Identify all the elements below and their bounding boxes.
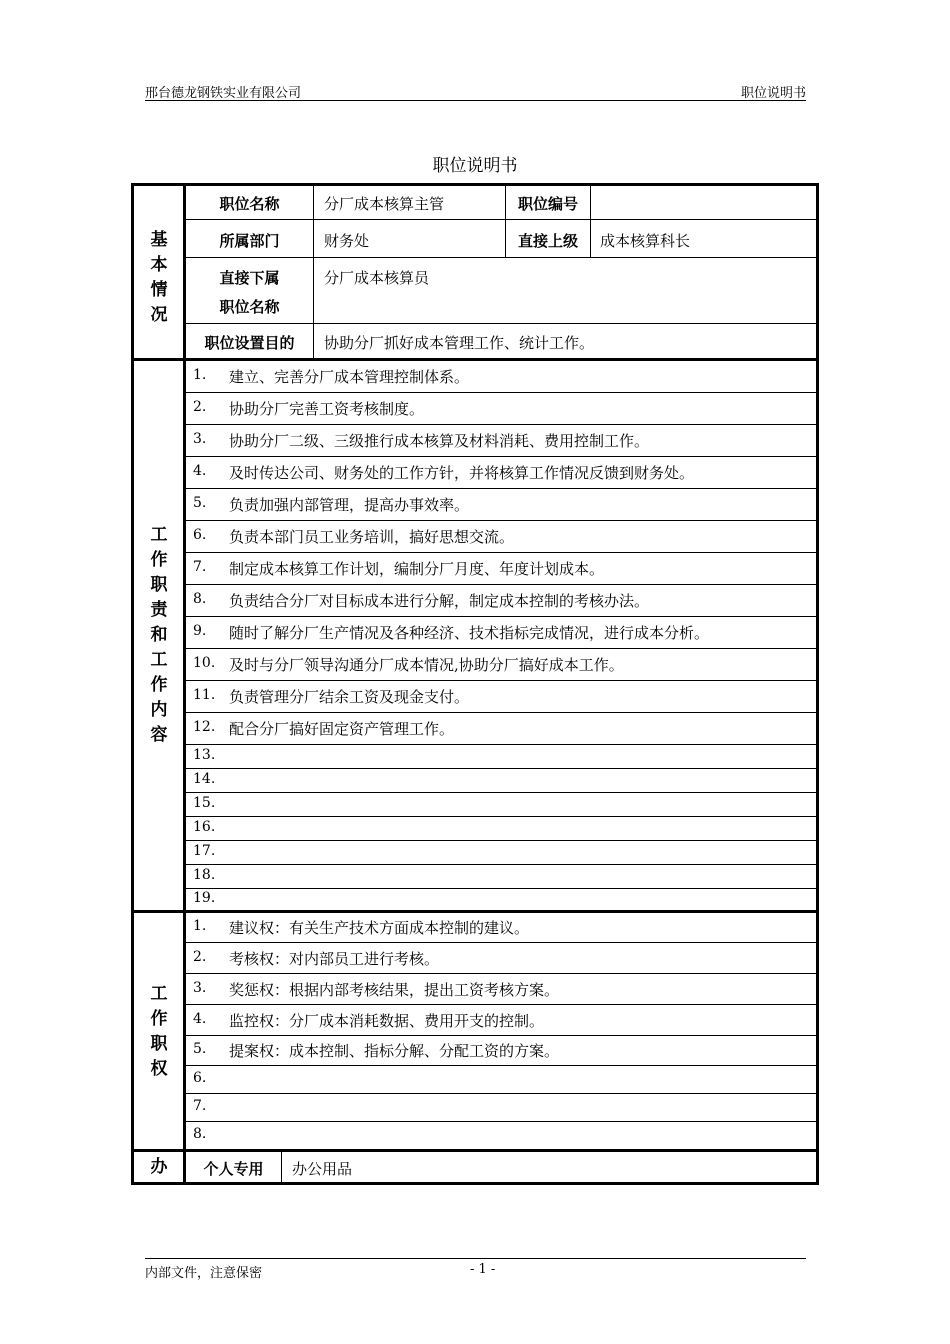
item-text: 配合分厂搞好固定资产管理工作。: [229, 720, 455, 738]
item-number: 19.: [193, 890, 216, 906]
row-divider: [185, 584, 817, 585]
item-text: 制定成本核算工作计划，编制分厂月度、年度计划成本。: [229, 560, 605, 578]
item-number: 15.: [193, 795, 216, 811]
item-number: 18.: [193, 867, 216, 883]
row-divider: [185, 456, 817, 457]
subordinate-label-line1: 直接下属: [219, 269, 280, 287]
page-number: - 1 -: [470, 1262, 496, 1277]
purpose-label: 职位设置目的: [204, 334, 295, 352]
item-text: 及时与分厂领导沟通分厂成本情况,协助分厂搞好成本工作。: [229, 656, 624, 674]
page-title: 职位说明书: [432, 156, 518, 176]
section-label-text: 基本情况: [150, 230, 168, 325]
item-number: 6.: [193, 1070, 207, 1086]
row-divider: [185, 552, 817, 553]
item-number: 5.: [193, 495, 207, 511]
row-divider: [185, 219, 817, 220]
row-divider: [185, 840, 817, 841]
position-name-value: 分厂成本核算主管: [324, 195, 445, 213]
superior-label: 直接上级: [517, 232, 578, 250]
item-text: 建议权：有关生产技术方面成本控制的建议。: [229, 919, 530, 937]
col-divider: [313, 186, 314, 359]
item-number: 4.: [193, 1011, 207, 1027]
row-divider: [185, 712, 817, 713]
item-number: 2.: [193, 949, 207, 965]
row-divider: [185, 1065, 817, 1066]
header-divider: [145, 100, 806, 101]
personal-use-value: 办公用品: [292, 1160, 353, 1178]
item-number: 10.: [193, 655, 216, 671]
footer-divider: [145, 1258, 806, 1259]
item-number: 1.: [193, 367, 207, 383]
row-divider: [185, 392, 817, 393]
item-text: 及时传达公司、财务处的工作方针，并将核算工作情况反馈到财务处。: [229, 464, 695, 482]
department-label: 所属部门: [219, 232, 280, 250]
item-number: 14.: [193, 771, 216, 787]
item-number: 7.: [193, 559, 207, 575]
row-divider: [185, 257, 817, 258]
section-label-office: 办: [150, 1157, 168, 1177]
item-number: 13.: [193, 747, 216, 763]
item-text: 随时了解分厂生产情况及各种经济、技术指标完成情况，进行成本分析。: [229, 624, 710, 642]
row-divider: [185, 1121, 817, 1122]
row-divider: [185, 424, 817, 425]
row-divider: [185, 520, 817, 521]
item-number: 4.: [193, 463, 207, 479]
row-divider: [185, 1004, 817, 1005]
row-divider: [185, 942, 817, 943]
doc-type: 职位说明书: [740, 86, 806, 101]
section-label-basic: [134, 228, 184, 328]
item-text: 负责结合分厂对目标成本进行分解，制定成本控制的考核办法。: [229, 592, 650, 610]
company-name: 邢台德龙钢铁实业有限公司: [145, 86, 302, 101]
row-divider: [185, 816, 817, 817]
subordinate-value: 分厂成本核算员: [324, 269, 430, 287]
item-number: 16.: [193, 819, 216, 835]
item-text: 奖惩权：根据内部考核结果，提出工资考核方案。: [229, 981, 560, 999]
row-divider: [185, 744, 817, 745]
position-name-label: 职位名称: [219, 195, 280, 213]
item-number: 17.: [193, 843, 216, 859]
item-text: 监控权：分厂成本消耗数据、费用开支的控制。: [229, 1012, 545, 1030]
section-label-duties: [134, 523, 184, 748]
row-divider: [185, 616, 817, 617]
section-divider: [133, 358, 817, 361]
item-number: 7.: [193, 1098, 207, 1114]
item-text: 负责管理分厂结余工资及现金支付。: [229, 688, 470, 706]
item-text: 建立、完善分厂成本管理控制体系。: [229, 368, 470, 386]
item-number: 6.: [193, 527, 207, 543]
item-number: 2.: [193, 399, 207, 415]
position-code-label: 职位编号: [517, 195, 578, 213]
row-divider: [185, 680, 817, 681]
row-divider: [185, 648, 817, 649]
section-divider: [133, 910, 817, 913]
row-divider: [185, 323, 817, 324]
row-divider: [185, 792, 817, 793]
item-text: 考核权：对内部员工进行考核。: [229, 950, 440, 968]
item-number: 3.: [193, 431, 207, 447]
item-text: 协助分厂二级、三级推行成本核算及材料消耗、费用控制工作。: [229, 432, 650, 450]
section-divider: [133, 1149, 817, 1152]
row-divider: [185, 768, 817, 769]
personal-use-label: 个人专用: [203, 1160, 264, 1178]
row-divider: [185, 488, 817, 489]
row-divider: [185, 1093, 817, 1094]
item-number: 11.: [193, 687, 216, 703]
section-label-text: 工作职责和工作内容: [150, 525, 168, 745]
row-divider: [185, 864, 817, 865]
item-number: 3.: [193, 980, 207, 996]
row-divider: [185, 973, 817, 974]
item-text: 负责本部门员工业务培训，搞好思想交流。: [229, 528, 515, 546]
subordinate-label-line2: 职位名称: [219, 298, 280, 316]
item-number: 5.: [193, 1041, 207, 1057]
section-label-text: 工作职权: [150, 984, 168, 1079]
item-number: 8.: [193, 1126, 207, 1142]
item-number: 8.: [193, 591, 207, 607]
item-text: 提案权：成本控制、指标分解、分配工资的方案。: [229, 1042, 560, 1060]
col-divider: [590, 186, 591, 257]
item-number: 9.: [193, 623, 207, 639]
section-label-authority: [134, 982, 184, 1082]
purpose-value: 协助分厂抓好成本管理工作、统计工作。: [324, 334, 595, 352]
row-divider: [185, 1035, 817, 1036]
item-number: 12.: [193, 719, 216, 735]
confidential-notice: 内部文件，注意保密: [145, 1266, 263, 1281]
item-number: 1.: [193, 918, 207, 934]
row-divider: [185, 888, 817, 889]
department-value: 财务处: [324, 232, 370, 250]
item-text: 负责加强内部管理，提高办事效率。: [229, 496, 470, 514]
item-text: 协助分厂完善工资考核制度。: [229, 400, 425, 418]
superior-value: 成本核算科长: [600, 232, 691, 250]
col-divider: [281, 1152, 282, 1183]
